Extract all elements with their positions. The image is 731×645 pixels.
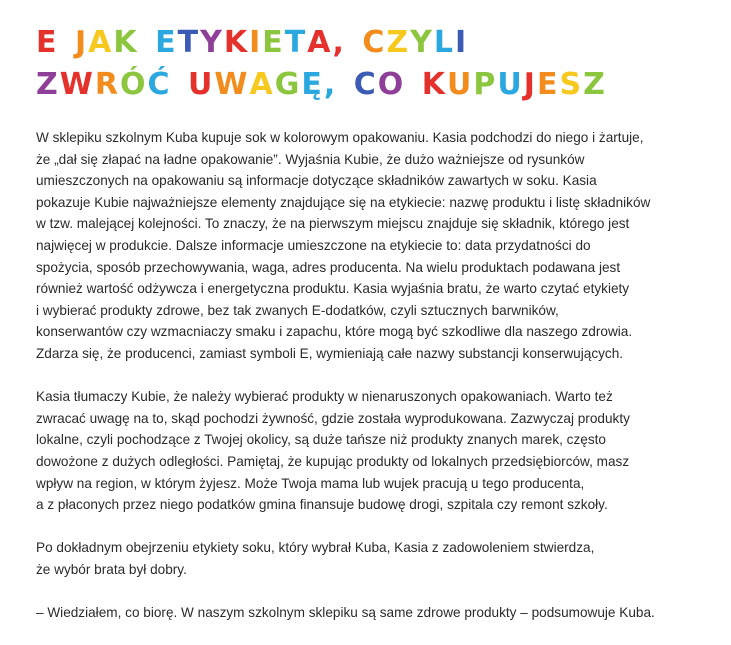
text-line: Kasia tłumaczy Kubie, że należy wybierać produkty w nienaruszonych opakowaniach. Warto też bbox=[36, 389, 613, 405]
text-line: najwięcej w produkcie. Dalsze informacje umieszczone na etykiecie to: data przydatności do bbox=[36, 237, 591, 253]
paragraph-4 bbox=[36, 602, 696, 624]
page-title bbox=[36, 22, 607, 106]
text-line: w tzw. malejącej kolejności. To znaczy, że na pierwszym miejscu znajduje się składnik, którego jest bbox=[36, 216, 630, 232]
text-line: a z płaconych przez niego podatków gmina finansuje budowę drogi, szpitala czy remont szkoły. bbox=[36, 497, 608, 513]
article-body bbox=[36, 127, 696, 645]
text-line: Zdarza się, że producenci, zamiast symboli E, wymieniają całe nazwy substancji konserwujących. bbox=[36, 345, 624, 361]
text-line: że wybór brata był dobry. bbox=[36, 561, 187, 577]
text-line: pokazuje Kubie najważniejsze elementy znajdujące się na etykiecie: nazwę produktu i listę składników bbox=[36, 194, 651, 210]
text-line: lokalne, czyli pochodzące z Twojej okolicy, są duże tańsze niż produkty znanych marek, często bbox=[36, 432, 606, 448]
text-line: umieszczonych na opakowaniu są informacje dotyczące składników zawartych w soku. Kasia bbox=[36, 173, 597, 189]
text-line: i wybierać produkty zdrowe, bez tak zwanych E-dodatków, czyli sztucznych barwników, bbox=[36, 302, 559, 318]
text-line: – Wiedziałem, co biorę. W naszym szkolnym sklepiku są same zdrowe produkty – podsumowuje Kuba. bbox=[36, 605, 655, 621]
paragraph-2 bbox=[36, 386, 696, 516]
text-line: Po dokładnym obejrzeniu etykiety soku, który wybrał Kuba, Kasia z zadowoleniem stwierdza, bbox=[36, 540, 595, 556]
text-line: spożycia, sposób przechowywania, waga, adres producenta. Na wielu produktach podawana jest bbox=[36, 259, 621, 275]
text-line: wpływ na region, w którym żyjesz. Może Twoja mama lub wujek pracują u tego producenta, bbox=[36, 475, 585, 491]
title-line-1: E JAK ETYKIETA, CZYLI bbox=[36, 25, 469, 60]
title-line-2: ZWRÓĆ UWAGĘ, CO KUPUJESZ bbox=[36, 67, 607, 102]
text-line: dowożone z dużych odległości. Pamiętaj, że kupując produkty od lokalnych przedsiębiorców, masz bbox=[36, 453, 630, 469]
text-line: W sklepiku szkolnym Kuba kupuje sok w kolorowym opakowaniu. Kasia podchodzi do niego i żartuje, bbox=[36, 130, 644, 145]
paragraph-1 bbox=[36, 127, 696, 365]
text-line: również wartość odżywcza i energetyczna produktu. Kasia wyjaśnia bratu, że warto czytać etykiety bbox=[36, 281, 630, 297]
text-line: konserwantów czy wzmacniaczy smaku i zapachu, które mogą być szkodliwe dla naszego zdrowia. bbox=[36, 324, 633, 340]
text-line: zwracać uwagę na to, skąd pochodzi żywność, gdzie została wyprodukowana. Zazwyczaj produkty bbox=[36, 410, 630, 426]
paragraph-3 bbox=[36, 537, 696, 580]
text-line: że „dał się złapać na ładne opakowanie”. Wyjaśnia Kubie, że dużo ważniejsze od rysunków bbox=[36, 151, 585, 167]
